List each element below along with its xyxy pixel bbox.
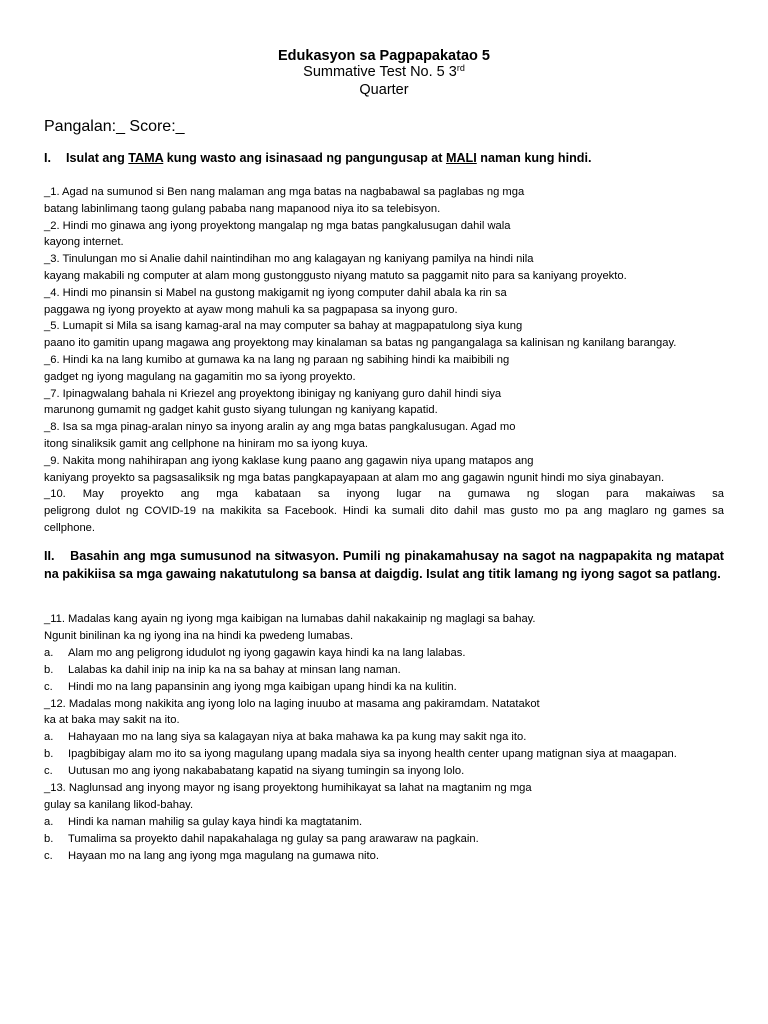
item-text: _11. Madalas kang ayain ng iyong mga kaibigan na lumabas dahil nakakainip ng maglagi sa bahay. bbox=[44, 613, 536, 625]
choice-text: Hayaan mo na lang ang iyong mga magulang na gumawa nito. bbox=[68, 849, 379, 862]
choice-line bbox=[44, 663, 401, 677]
item-line: _3. Tinulungan mo si Analie dahil naintindihan mo ang kalagayan ng kaniyang pamilya na hindi nila bbox=[44, 253, 534, 266]
item-line: _2. Hindi mo ginawa ang iyong proyektong mangalap ng mga batas pangkalusugan dahil wala bbox=[44, 219, 511, 232]
item-line: gadget ng iyong magulang na gagamitin mo sa iyong proyekto. bbox=[44, 370, 356, 383]
item-line bbox=[44, 713, 180, 727]
section-1-number: I. bbox=[44, 151, 51, 165]
choice-letter: b. bbox=[44, 748, 54, 761]
choice-line bbox=[44, 730, 526, 744]
choice-letter: a. bbox=[44, 815, 54, 828]
choice-line bbox=[44, 832, 479, 846]
item-text: _12. Madalas mong nakikita ang iyong lolo na laging inuubo at masama ang pakiramdam. Natatakot bbox=[44, 697, 540, 710]
section-2-instruction bbox=[44, 547, 724, 583]
choice-line bbox=[44, 680, 457, 694]
subtitle-text: Summative Test No. 5 3 bbox=[303, 64, 457, 80]
choice-letter: c. bbox=[44, 765, 53, 778]
item-line: paano ito gamitin upang magawa ang proyektong may kinalaman sa batas ng pangangalaga sa kalinisan ng kanilang barangay. bbox=[44, 337, 677, 350]
choice-text: Lalabas ka dahil inip na inip ka na sa bahay at minsan lang naman. bbox=[68, 663, 401, 676]
choice-line bbox=[44, 646, 465, 660]
choice-text: Uutusan mo ang iyong nakababatang kapatid na siyang tumingin sa inyong lolo. bbox=[68, 765, 465, 778]
choice-line bbox=[44, 764, 464, 778]
choice-text: Hindi mo na lang papansinin ang iyong mga kaibigan upang hindi ka na kulitin. bbox=[68, 680, 457, 693]
choice-letter: a. bbox=[44, 646, 54, 659]
item-line: paggawa ng iyong proyekto at ayaw mong mahuli ka sa pagpapasa sa inyong guro. bbox=[44, 303, 458, 316]
tama-keyword: TAMA bbox=[128, 151, 164, 165]
item-line: _9. Nakita mong nahihirapan ang iyong kaklase kung paano ang gagawin niya upang matapos ang bbox=[44, 454, 534, 467]
document-title: Edukasyon sa Pagpapakatao 5 bbox=[278, 48, 490, 64]
item-line bbox=[44, 798, 193, 812]
item-line: _5. Lumapit si Mila sa isang kamag-aral na may computer sa bahay at magpapatulong siya kung bbox=[44, 320, 523, 333]
item-text: gulay sa kanilang likod-bahay. bbox=[44, 798, 194, 811]
section-1-text-pre: Isulat ang bbox=[66, 151, 129, 165]
item-line: _10. May proyekto ang mga kabataan sa inyong lugar na gumawa ng slogan para makaiwas sa bbox=[44, 488, 724, 501]
item-line: _6. Hindi ka na lang kumibo at gumawa ka na lang ng paraan ng sabihing hindi ka maibibili ng bbox=[44, 354, 510, 366]
item-line bbox=[44, 697, 540, 711]
mali-keyword: MALI bbox=[445, 151, 477, 165]
choice-letter: c. bbox=[44, 849, 53, 862]
choice-line bbox=[44, 747, 677, 761]
document-subtitle bbox=[0, 64, 768, 80]
item-line: _4. Hindi mo pinansin si Mabel na gustong makigamit ng iyong computer dahil abala ka rin sa bbox=[44, 286, 507, 299]
item-line: _1. Agad na sumunod si Ben nang malaman ang mga batas na nagbabawal sa paglabas ng mga bbox=[44, 186, 525, 198]
section-2-text: Basahin ang mga sumusunod na sitwasyon. Pumili ng pinakamahusay na sagot na nagpapakita ng matapat na pakikiisa sa mga gawaing nakatutulong sa bansa at daigdig. Isulat ang titik lamang ng iyong sagot sa patlang. bbox=[44, 549, 724, 581]
choice-letter: b. bbox=[44, 663, 54, 676]
item-line: batang labinlimang taong gulang pababa nang mapanood niya ito sa telebisyon. bbox=[44, 202, 441, 215]
item-line: cellphone. bbox=[44, 522, 96, 534]
item-line: kaniyang proyekto sa pagsasaliksik ng mga batas pangkapayapaan at alam mo ang gagawin ngunit hindi mo siya ginabayan. bbox=[44, 471, 665, 484]
item-text: _13. Naglunsad ang inyong mayor ng isang proyektong humihikayat sa lahat na magtanim ng mga bbox=[44, 782, 532, 794]
choice-letter: c. bbox=[44, 680, 53, 693]
item-line bbox=[44, 629, 353, 643]
choice-text: Hahayaan mo na lang siya sa kalagayan niya at baka mahawa ka pa kung may sakit nga ito. bbox=[68, 731, 527, 744]
choice-line bbox=[44, 849, 379, 863]
item-line: _8. Isa sa mga pinag-aralan ninyo sa inyong aralin ay ang mga batas pangkalusugan. Agad mo bbox=[44, 421, 516, 434]
choice-text: Alam mo ang peligrong idudulot ng iyong gagawin kaya hindi ka na lang lalabas. bbox=[68, 646, 466, 659]
item-text: ka at baka may sakit na ito. bbox=[44, 714, 180, 727]
section-1-text-mid: kung wasto ang isinasaad ng pangungusap at bbox=[163, 151, 446, 165]
choice-text: Tumalima sa proyekto dahil napakahalaga ng gulay sa pang arawaraw na pagkain. bbox=[68, 832, 479, 845]
item-line: kayang makabili ng computer at alam mong gustonggusto niyang matuto sa paggamit nito para sa kaniyang proyekto. bbox=[44, 270, 627, 282]
section-1-instruction bbox=[44, 151, 724, 165]
item-text: Ngunit binilinan ka ng iyong ina na hindi ka pwedeng lumabas. bbox=[44, 629, 354, 642]
choice-letter: b. bbox=[44, 832, 54, 845]
section-2-number: II. bbox=[44, 549, 55, 563]
subtitle-superscript: rd bbox=[456, 63, 465, 73]
item-line bbox=[44, 612, 536, 626]
choice-letter: a. bbox=[44, 731, 54, 744]
item-line bbox=[44, 781, 532, 795]
name-score-line: Pangalan:_ Score:_ bbox=[44, 118, 185, 135]
choice-text: Hindi ka naman mahilig sa gulay kaya hindi ka magtatanim. bbox=[68, 815, 363, 828]
choice-line bbox=[44, 815, 362, 829]
choice-text: Ipagbibigay alam mo ito sa iyong magulang upang madala siya sa inyong health center upang matignan siya at maagapan. bbox=[68, 748, 677, 761]
item-line: marunong gumamit ng gadget kahit gusto siyang tulungan ng kaniyang kapatid. bbox=[44, 404, 438, 417]
item-line: peligrong dulot ng COVID-19 na makikita sa Facebook. Hindi ka sumali dito dahil mas gusto mo pa ang maglaro ng games sa bbox=[44, 505, 724, 518]
section-1-text-post: naman kung hindi. bbox=[476, 151, 592, 165]
document-subtitle-quarter: Quarter bbox=[359, 82, 409, 98]
item-line: _7. Ipinagwalang bahala ni Kriezel ang proyektong ibinigay ng kaniyang guro dahil hindi siya bbox=[44, 387, 502, 400]
item-line: kayong internet. bbox=[44, 236, 124, 249]
item-line: itong sinaliksik gamit ang cellphone na hiniram mo sa iyong kuya. bbox=[44, 438, 368, 450]
